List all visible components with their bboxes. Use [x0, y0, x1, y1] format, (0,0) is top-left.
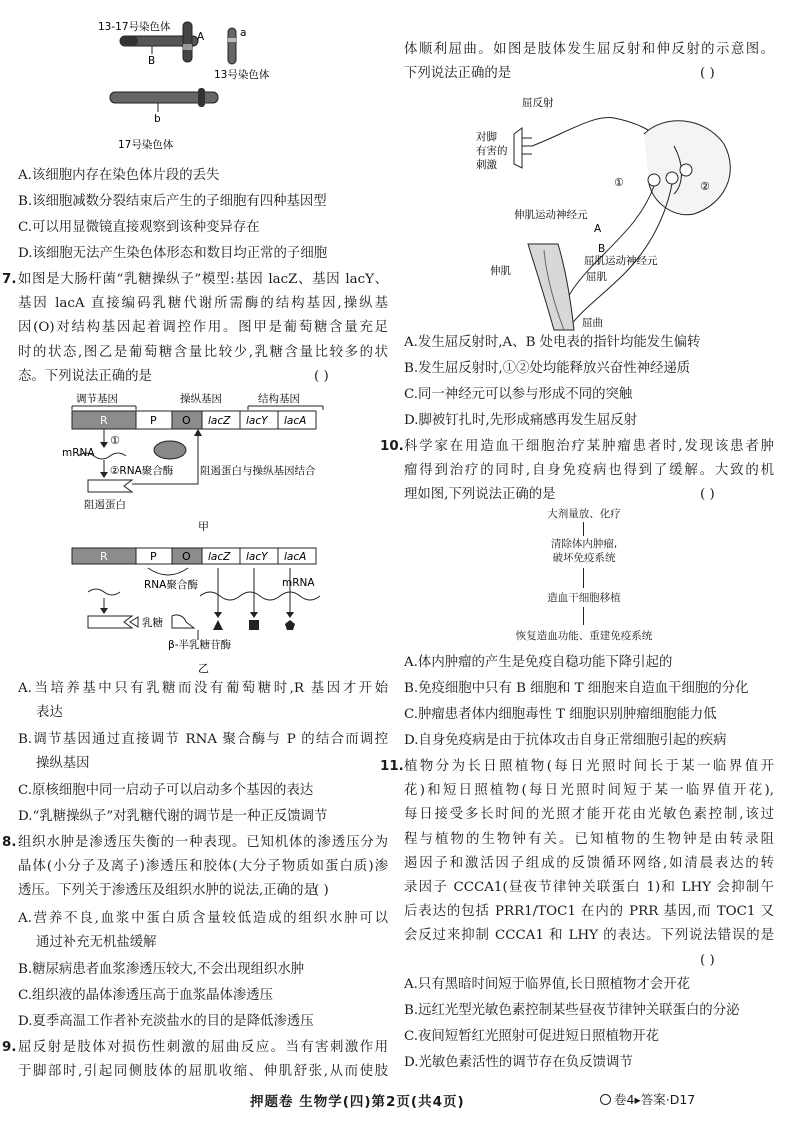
flexion-label: 屈曲	[582, 317, 603, 329]
stim-3: 刺激	[476, 159, 497, 171]
q8-option-a-line: 通过补充无机盐缓解	[36, 935, 157, 951]
search-icon	[600, 1094, 611, 1105]
q7-stem-line: 基因 lacA 直接编码乳糖代谢所需酶的结构基因,操纵基	[18, 296, 388, 312]
bind-label: 阻遏蛋白与操纵基因结合	[200, 465, 316, 477]
gene-lacY: lacY	[246, 415, 268, 427]
galactosidase-label: β-半乳糖苷酶	[168, 639, 231, 651]
flow-step-1: 大剂量放、化疗	[547, 508, 621, 520]
q9-option-b[interactable]: B.发生屈反射时,①②处均能释放兴奋性神经递质	[404, 361, 691, 376]
q11-number: 11.	[380, 759, 404, 774]
flow-step-2a: 清除体内肿瘤,	[550, 538, 618, 550]
step2-label: ②RNA聚合酶	[110, 465, 174, 477]
q10-stem-line: 瘤得到治疗的同时,自身免疫病也得到了缓解。大致的机	[404, 463, 774, 479]
gene-lacZ: lacZ	[208, 415, 231, 427]
gene-O-b: O	[182, 550, 191, 563]
q11-option-d[interactable]: D.光敏色素活性的调节存在负反馈调节	[404, 1055, 633, 1070]
q7-option-b-line: 操纵基因	[36, 756, 90, 772]
gene-R-b: R	[100, 550, 108, 563]
q10-option-a[interactable]: A.体内肿瘤的产生是免疫自稳功能下降引起的	[404, 655, 673, 670]
q7-option-a[interactable]	[18, 677, 388, 725]
q8-stem-line: 透压。下列关于渗透压及组织水肿的说法,正确的是	[18, 883, 317, 899]
q11-stem	[380, 755, 774, 973]
q7-option-c[interactable]: C.原核细胞中同一启动子可以启动多个基因的表达	[18, 783, 314, 798]
mrna-label: mRNA	[62, 447, 95, 459]
struct-gene-label: 结构基因	[258, 393, 300, 405]
q9-stem	[2, 1036, 388, 1084]
q8-stem-line: 组织水肿是渗透压失衡的一种表现。已知机体的渗透压分为	[18, 835, 388, 850]
q8-stem	[2, 831, 388, 904]
label-A: A	[594, 223, 602, 235]
chrom-label-A: A	[197, 31, 205, 43]
gene-lacY-b: lacY	[246, 551, 268, 563]
step1-label: ①	[110, 434, 120, 447]
caption-jia: 甲	[198, 520, 209, 533]
q8-stem-line: 晶体(小分子及离子)渗透压和胶体(大分子物质如蛋白质)渗	[18, 859, 388, 875]
q6-option-c[interactable]: C.可以用显微镜直接观察到该种变异存在	[18, 220, 260, 235]
circle-2: ②	[700, 180, 710, 193]
q11-option-c[interactable]: C.夜间短暂红光照射可促进短日照植物开花	[404, 1029, 660, 1044]
q9-option-c[interactable]: C.同一神经元可以参与形成不同的突触	[404, 387, 633, 402]
q9-option-a[interactable]: A.发生屈反射时,A、B 处电表的指针均能发生偏转	[404, 335, 701, 350]
circle-1: ①	[614, 176, 624, 189]
label-B: B	[598, 243, 606, 255]
q6-option-d[interactable]: D.该细胞无法产生染色体形态和数目均正常的子细胞	[18, 246, 328, 261]
mrna2-label: mRNA	[282, 577, 315, 589]
chrom-label-13: 13号染色体	[214, 69, 270, 81]
caption-yi: 乙	[198, 662, 209, 675]
footer-answer-code	[600, 1090, 695, 1108]
q10-stem-line: 科学家在用造血干细胞治疗某肿瘤患者时,发现该患者肿	[404, 439, 774, 454]
flow-arrow	[583, 522, 584, 536]
stim-1: 对脚	[476, 131, 497, 143]
chrom-label-B: B	[148, 55, 156, 67]
flow-step-4: 恢复造血功能、重建免疫系统	[515, 630, 653, 642]
q6-option-a[interactable]: A.该细胞内存在染色体片段的丢失	[18, 168, 220, 183]
q10-option-d[interactable]: D.自身免疫病是由于抗体攻击自身正常细胞引起的疾病	[404, 733, 727, 748]
ext-motor-label: 伸肌运动神经元	[514, 209, 588, 221]
footer-answer-text: 卷4▸答案·D17	[614, 1092, 696, 1107]
q11-option-b[interactable]: B.远红光型光敏色素控制某些昼夜节律钟关联蛋白的分泌	[404, 1003, 740, 1018]
q7-option-d[interactable]: D.“乳糖操纵子”对乳糖代谢的调节是一种正反馈调节	[18, 809, 328, 824]
flow-arrow	[583, 607, 584, 625]
q10-answer-paren[interactable]: ( )	[700, 487, 715, 503]
q7-option-a-line: 表达	[36, 705, 63, 721]
q7-number: 7.	[2, 272, 17, 287]
q7-stem-line: 时的状态,图乙是葡萄糖含量比较少,乳糖含量比较多的状	[18, 344, 388, 360]
q11-answer-paren[interactable]: ( )	[700, 952, 715, 968]
q11-option-a[interactable]: A.只有黑暗时间短于临界值,长日照植物才会开花	[404, 977, 690, 992]
chrom-label-a: a	[240, 27, 247, 39]
flow-arrow	[583, 568, 584, 588]
q9-stem-line: 体顺利屈曲。如图是肢体发生屈反射和伸反射的示意图。	[404, 42, 774, 57]
op-gene-label: 操纵基因	[180, 393, 222, 405]
flow-step-2b: 破坏免疫系统	[552, 552, 616, 564]
gene-R: R	[100, 414, 108, 427]
q8-number: 8.	[2, 835, 17, 850]
operon-figure	[62, 392, 368, 676]
repressor-label: 阻遏蛋白	[84, 499, 126, 511]
q7-answer-paren[interactable]: ( )	[314, 368, 329, 384]
q11-stem-line: 花)和短日照植物(每日光照时间短于某一临界值开花),	[404, 783, 774, 799]
q11-stem-line: 遏因子和激活因子组成的反馈循环网络,如清晨表达的转	[404, 855, 774, 871]
gene-P: P	[150, 414, 157, 427]
q11-stem-line: 植物分为长日照植物(每日光照时间长于某一临界值开	[404, 759, 774, 774]
footer-title: 押题卷 生物学(四)第2页(共4页)	[250, 1094, 465, 1110]
stim-2: 有害的	[476, 145, 508, 157]
gene-P-b: P	[150, 550, 157, 563]
chromosome-figure	[78, 6, 308, 162]
q9-stem-line: 屈反射是肢体对损伤性刺激的屈曲反应。当有害刺激作用	[18, 1040, 388, 1055]
q10-option-b[interactable]: B.免疫细胞中只有 B 细胞和 T 细胞来自造血干细胞的分化	[404, 681, 749, 696]
q8-option-c[interactable]: C.组织液的晶体渗透压高于血浆晶体渗透压	[18, 988, 274, 1003]
rna-pol-label: RNA聚合酶	[144, 579, 198, 591]
q7-stem-line: 因(O)对结构基因起着调控作用。图甲是葡萄糖含量充足	[18, 320, 388, 336]
q9-stem-line: 于脚部时,引起同侧肢体的屈肌收缩、伸肌舒张,从而使肢	[18, 1064, 388, 1080]
q7-stem-line: 态。下列说法正确的是	[18, 368, 152, 384]
q10-stem	[380, 435, 774, 508]
chrom-label-17: 17号染色体	[118, 139, 174, 151]
q8-option-d[interactable]: D.夏季高温工作者补充淡盐水的目的是降低渗透压	[18, 1014, 314, 1029]
lactose-label: 乳糖	[142, 617, 163, 629]
q9-option-d[interactable]: D.脚被钉扎时,先形成痛感再发生屈反射	[404, 413, 638, 428]
q11-stem-line: 每日接受多长时间的光照才能开花由光敏色素控制,该过	[404, 807, 774, 823]
q9-stem-line: 下列说法正确的是	[404, 66, 512, 82]
flow-diagram	[484, 508, 684, 648]
reg-gene-label: 调节基因	[76, 393, 118, 405]
q8-option-b[interactable]: B.糖尿病患者血浆渗透压较大,不会出现组织水肿	[18, 962, 305, 977]
q9-stem-continued	[404, 38, 774, 86]
q7-option-b[interactable]	[18, 728, 388, 776]
q10-number: 10.	[380, 439, 404, 454]
q11-paren-line	[404, 949, 774, 973]
q6-option-b[interactable]: B.该细胞减数分裂结束后产生的子细胞有四种基因型	[18, 194, 327, 209]
reflex-figure	[474, 94, 744, 334]
q8-option-a[interactable]	[18, 907, 388, 955]
q11-stem-line: 程与植物的生物钟有关。已知植物的生物钟是由转录阻	[404, 831, 774, 847]
q10-option-c[interactable]: C.肿瘤患者体内细胞毒性 T 细胞识别肿瘤细胞能力低	[404, 707, 717, 722]
page-footer	[0, 1088, 800, 1118]
gene-O: O	[182, 414, 191, 427]
q10-stem-line: 理如图,下列说法正确的是	[404, 487, 556, 503]
ext-muscle-label: 伸肌	[490, 265, 511, 277]
gene-lacA-b: lacA	[284, 551, 307, 563]
q9-number: 9.	[2, 1040, 17, 1055]
q7-stem	[2, 268, 388, 389]
chrom-label-1317: 13-17号染色体	[98, 21, 171, 33]
q11-stem-line: 录因子 CCCA1(昼夜节律钟关联蛋白 1)和 LHY 会抑制午	[404, 880, 774, 896]
q8-option-a-line: A.营养不良,血浆中蛋白质含量较低造成的组织水肿可以	[18, 911, 388, 926]
q8-answer-paren[interactable]: ( )	[314, 883, 329, 899]
q9-answer-paren[interactable]: ( )	[700, 66, 715, 82]
q7-option-a-line: A.当培养基中只有乳糖而没有葡萄糖时,R 基因才开始	[18, 681, 388, 696]
gene-lacA: lacA	[284, 415, 307, 427]
flex-muscle-label: 屈肌	[586, 271, 607, 283]
q7-stem-line: 如图是大肠杆菌“乳糖操纵子”模型:基因 lacZ、基因 lacY、	[18, 272, 388, 287]
flow-step-3: 造血干细胞移植	[547, 592, 621, 604]
flex-motor-label: 屈肌运动神经元	[584, 255, 658, 267]
reflex-title: 屈反射	[522, 97, 554, 109]
q7-option-b-line: B.调节基因通过直接调节 RNA 聚合酶与 P 的结合而调控	[18, 732, 388, 747]
q11-stem-line: 后表达的包括 PRR1/TOC1 在内的 PRR 基因,而 TOC1 又	[404, 904, 774, 920]
q11-stem-line: 会反过来抑制 CCCA1 和 LHY 的表达。下列说法错误的是	[404, 928, 774, 944]
gene-lacZ-b: lacZ	[208, 551, 231, 563]
chrom-label-b: b	[154, 113, 161, 125]
